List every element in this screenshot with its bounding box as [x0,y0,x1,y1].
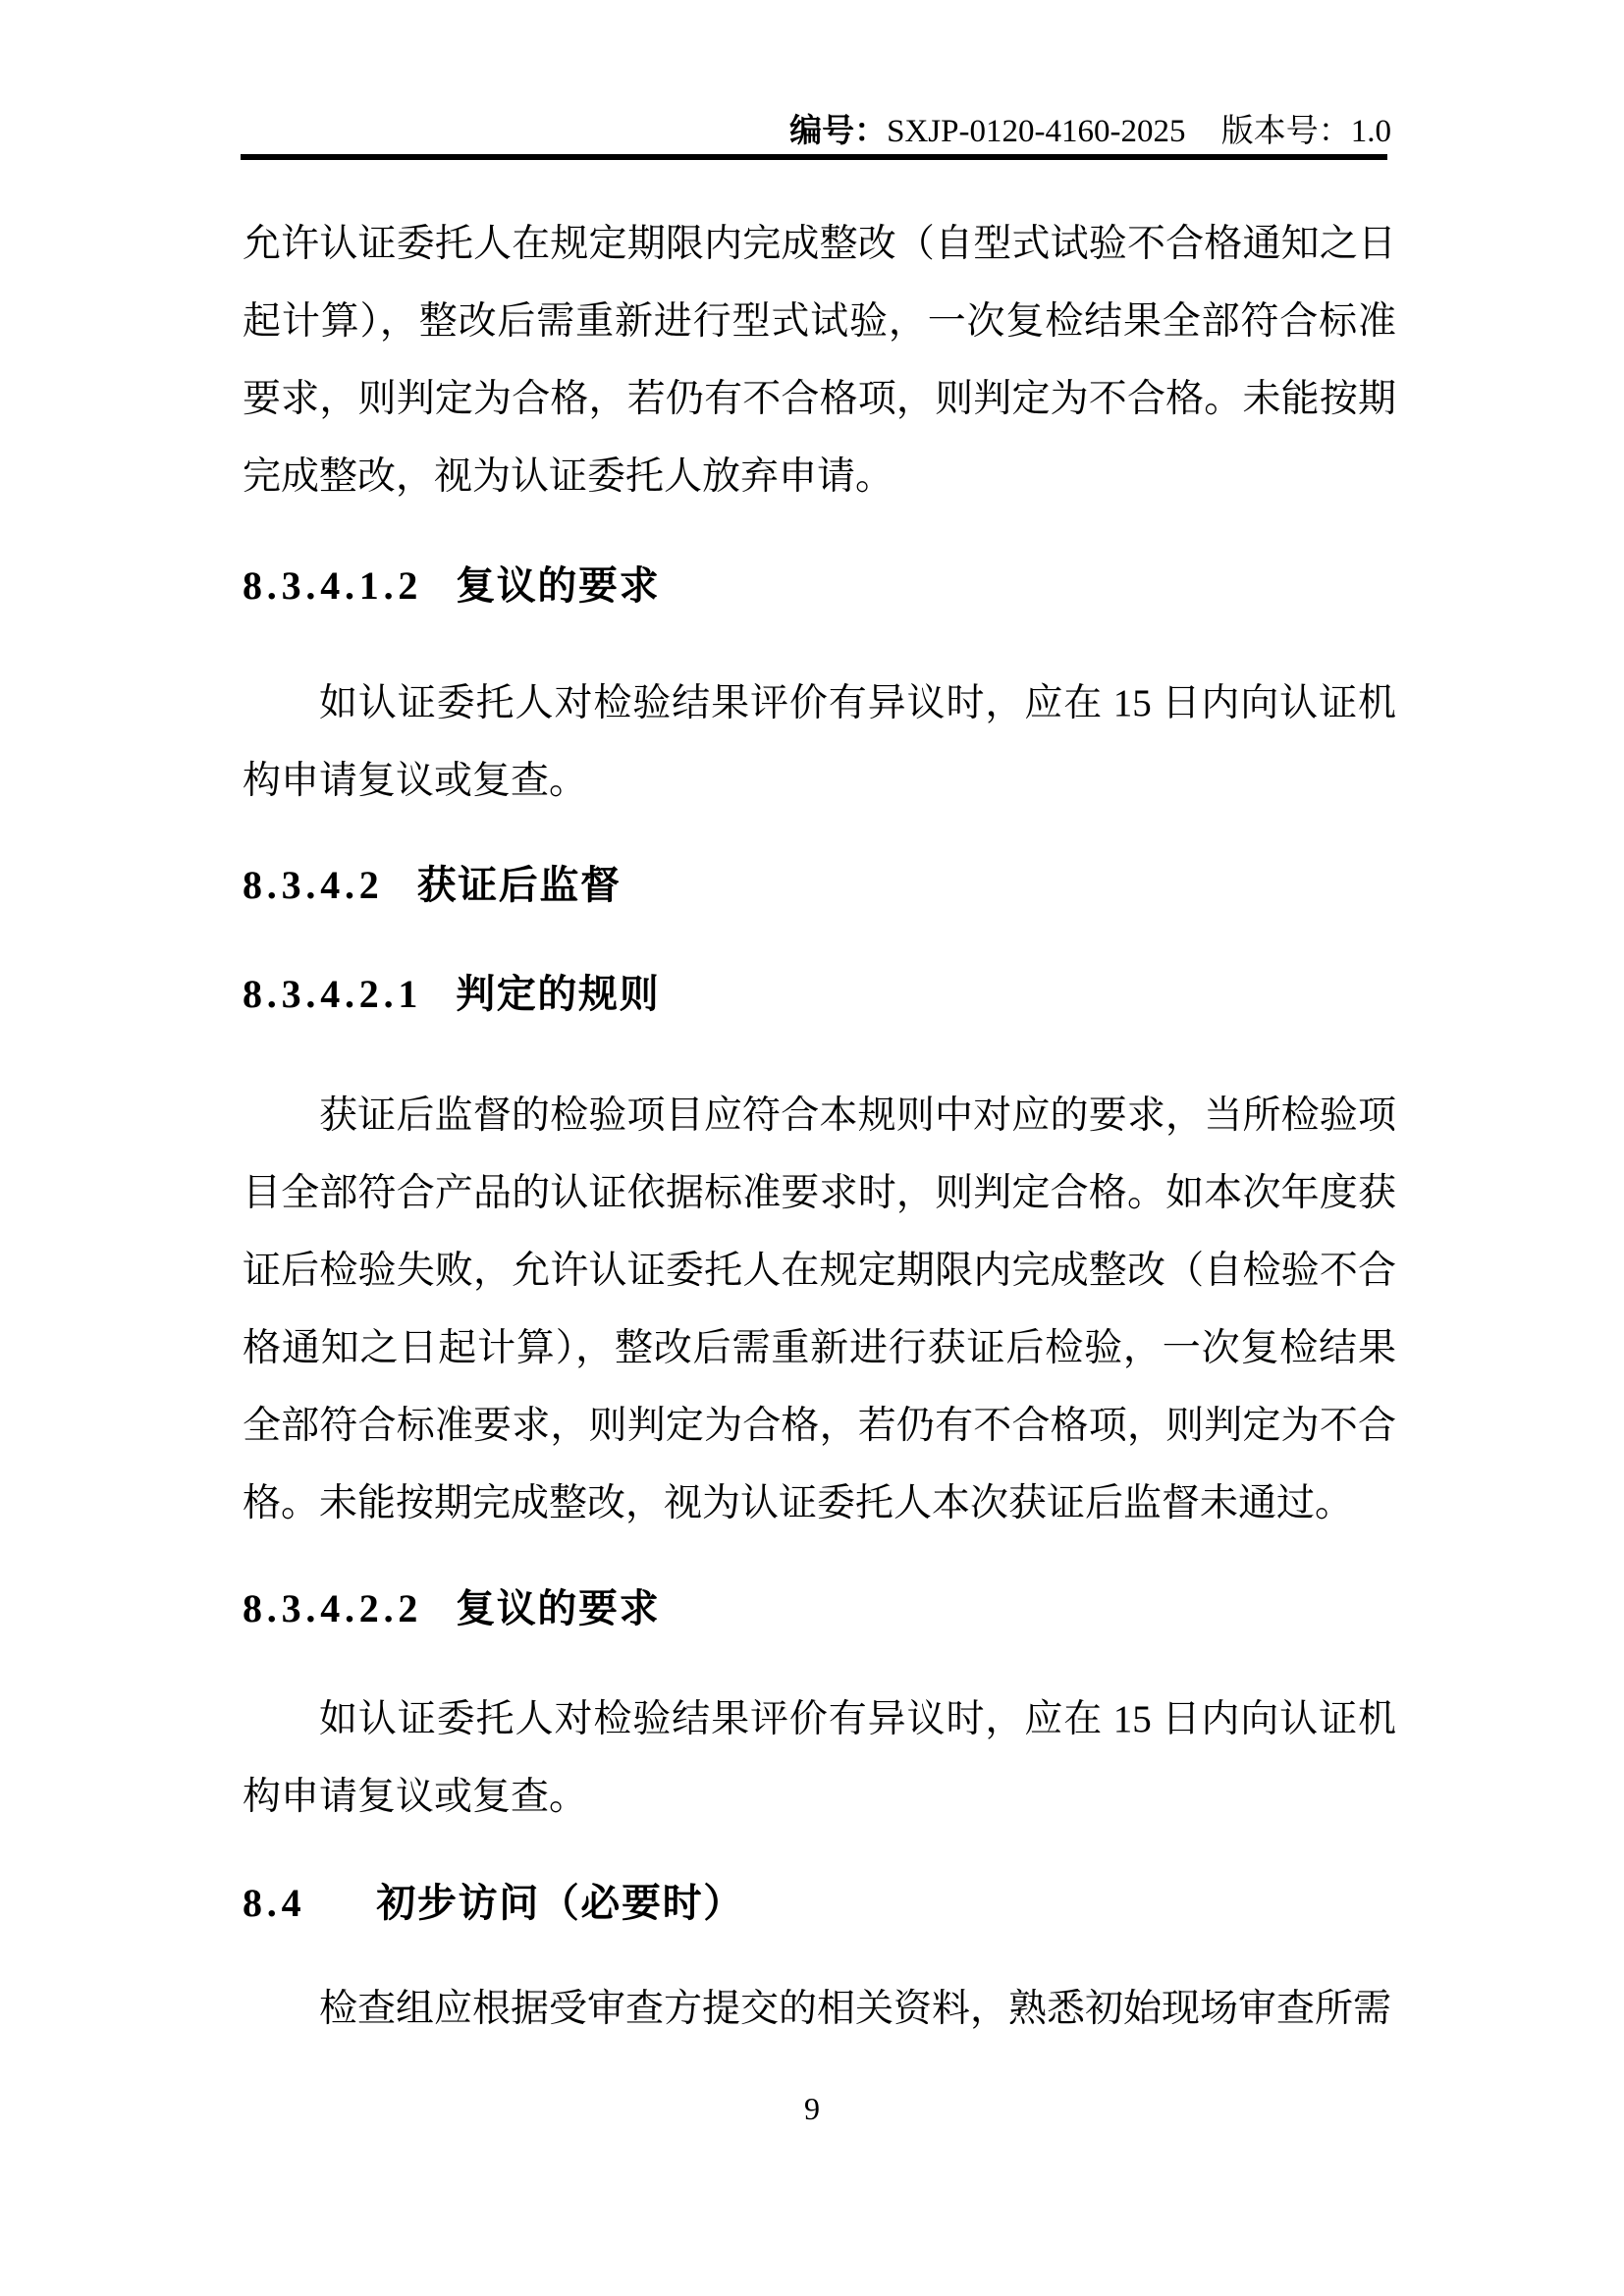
section-heading-8-3-4-2 [243,846,1396,924]
page-number: 9 [804,2091,820,2126]
section-heading-8-3-4-1-2 [243,547,1396,624]
paragraph-rectification-type-test: 允许认证委托人在规定期限内完成整改（自型式试验不合格通知之日起计算），整改后需重新进行型式试验，一次复检结果全部符合标准要求，则判定为合格，若仍有不合格项，则判定为不合格。未能按期完成整改，视为认证委托人放弃申请。 [243,223,1396,498]
heading-number: 8.3.4.2.1 [243,972,423,1016]
version-value: 1.0 [1350,114,1391,149]
heading-number: 8.3.4.1.2 [243,563,423,608]
heading-title: 复议的要求 [456,1586,661,1630]
doc-number-value: SXJP-0120-4160-2025 [887,114,1186,149]
heading-number: 8.4 [243,1881,306,1925]
document-body [243,205,1396,2048]
header-divider-rule [241,154,1387,160]
section-heading-8-3-4-2-2 [243,1570,1396,1647]
heading-title: 获证后监督 [416,863,622,907]
paragraph-post-cert-supervision: 获证后监督的检验项目应符合本规则中对应的要求，当所检验项目全部符合产品的认证依据标准要求时，则判定合格。如本次年度获证后检验失败，允许认证委托人在规定期限内完成整改（自检验不合格通知之日起计算），整改后需重新进行获证后检验，一次复检结果全部符合标准要求，则判定为合格，若仍有不合格项，则判定为不合格。未能按期完成整改，视为认证委托人本次获证后监督未通过。 [243,1095,1396,1524]
heading-title: 初步访问（必要时） [376,1881,744,1925]
paragraph-preliminary-visit: 检查组应根据受审查方提交的相关资料，熟悉初始现场审查所需 [319,1988,1392,2030]
version-label: 版本号： [1220,114,1351,149]
paragraph-review-request-2: 如认证委托人对检验结果评价有异议时，应在 15 日内向认证机构申请复议或复查。 [243,1698,1396,1818]
heading-title: 判定的规则 [456,972,661,1016]
paragraph-review-request-1: 如认证委托人对检验结果评价有异议时，应在 15 日内向认证机构申请复议或复查。 [243,682,1396,802]
heading-number: 8.3.4.2.2 [243,1586,423,1630]
page-header [789,111,1391,151]
heading-number: 8.3.4.2 [243,863,384,907]
section-heading-8-4 [243,1864,1396,1942]
heading-title: 复议的要求 [456,563,661,608]
section-heading-8-3-4-2-1 [243,955,1396,1033]
doc-number-label: 编号： [789,112,888,148]
